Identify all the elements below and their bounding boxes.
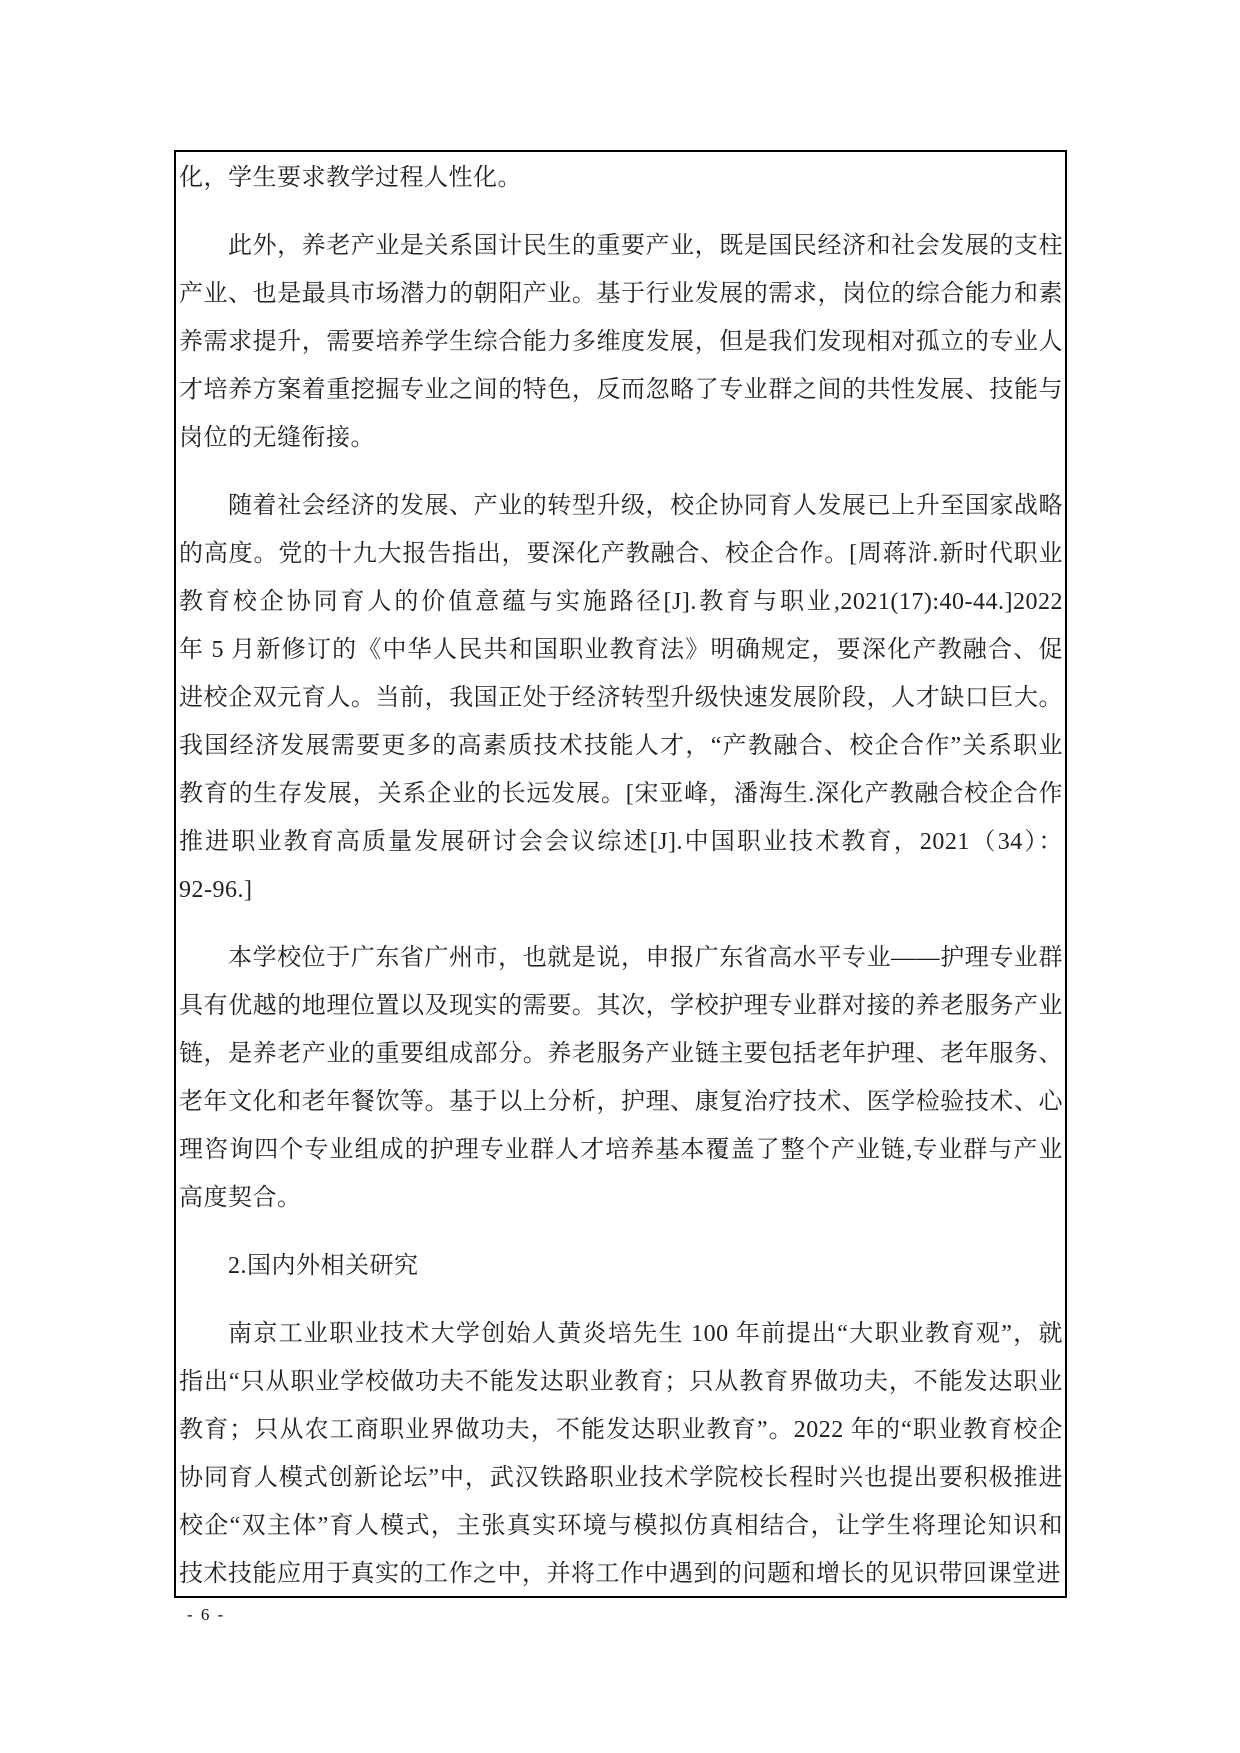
text-line: 高度契合。 (179, 1185, 302, 1211)
text-line: 我国经济发展需要更多的高素质技术技能人才，“产教融合、校企合作”关系职业 (179, 733, 1063, 759)
text-line: 92-96.] (179, 877, 253, 903)
text-line: 养需求提升，需要培养学生综合能力多维度发展，但是我们发现相对孤立的专业人 (179, 329, 1063, 355)
text-line: 才培养方案着重挖掘专业之间的特色，反而忽略了专业群之间的共性发展、技能与 (179, 377, 1063, 403)
text-line: 年 5 月新修订的《中华人民共和国职业教育法》明确规定，要深化产教融合、促 (179, 637, 1063, 663)
text-line: 技术技能应用于真实的工作之中，并将工作中遇到的问题和增长的见识带回课堂进 (179, 1561, 1061, 1587)
page-number: - 6 - (187, 1605, 226, 1624)
text-line: 教育的生存发展，关系企业的长远发展。[宋亚峰，潘海生.深化产教融合校企合作 (179, 781, 1063, 807)
text-line: 南京工业职业技术大学创始人黄炎培先生 100 年前提出“大职业教育观”，就 (228, 1321, 1063, 1347)
text-line: 理咨询四个专业组成的护理专业群人才培养基本覆盖了整个产业链,专业群与产业 (179, 1137, 1063, 1163)
text-line: 此外，养老产业是关系国计民生的重要产业，既是国民经济和社会发展的支柱 (228, 233, 1063, 259)
paragraph (179, 482, 1063, 914)
paragraph (179, 934, 1063, 1222)
text-line: 教育；只从农工商职业界做功夫，不能发达职业教育”。2022 年的“职业教育校企 (179, 1417, 1063, 1443)
text-line: 老年文化和老年餐饮等。基于以上分析，护理、康复治疗技术、医学检验技术、心 (179, 1089, 1063, 1115)
paragraph (179, 1242, 1063, 1290)
text-line: 链，是养老产业的重要组成部分。养老服务产业链主要包括老年护理、老年服务、 (179, 1041, 1063, 1067)
text-line: 具有优越的地理位置以及现实的需要。其次，学校护理专业群对接的养老服务产业 (179, 993, 1063, 1019)
text-line: 协同育人模式创新论坛”中，武汉铁路职业技术学院校长程时兴也提出要积极推进 (179, 1465, 1063, 1491)
text-line: 指出“只从职业学校做功夫不能发达职业教育；只从教育界做功夫，不能发达职业 (179, 1369, 1063, 1395)
text-line: 进校企双元育人。当前，我国正处于经济转型升级快速发展阶段，人才缺口巨大。 (179, 685, 1063, 711)
text-line: 的高度。党的十九大报告指出，要深化产教融合、校企合作。[周蒋浒.新时代职业 (179, 541, 1063, 567)
text-line: 本学校位于广东省广州市，也就是说，申报广东省高水平专业——护理专业群 (228, 945, 1063, 971)
text-line: 推进职业教育高质量发展研讨会会议综述[J].中国职业技术教育，2021（34）： (179, 829, 1063, 855)
text-line: 产业、也是最具市场潜力的朝阳产业。基于行业发展的需求，岗位的综合能力和素 (179, 281, 1063, 307)
text-line: 随着社会经济的发展、产业的转型升级，校企协同育人发展已上升至国家战略 (228, 493, 1063, 519)
document-text-box (174, 150, 1067, 1598)
text-line: 2.国内外相关研究 (228, 1253, 419, 1279)
text-line: 校企“双主体”育人模式，主张真实环境与模拟仿真相结合，让学生将理论知识和 (179, 1513, 1063, 1539)
paragraph (179, 1310, 1063, 1598)
paragraph (179, 154, 1063, 202)
text-line: 化，学生要求教学过程人性化。 (179, 165, 522, 191)
text-line: 岗位的无缝衔接。 (179, 425, 375, 451)
text-line: 教育校企协同育人的价值意蕴与实施路径[J].教育与职业,2021(17):40-44.]2022 (179, 589, 1063, 615)
paragraph (179, 222, 1063, 462)
